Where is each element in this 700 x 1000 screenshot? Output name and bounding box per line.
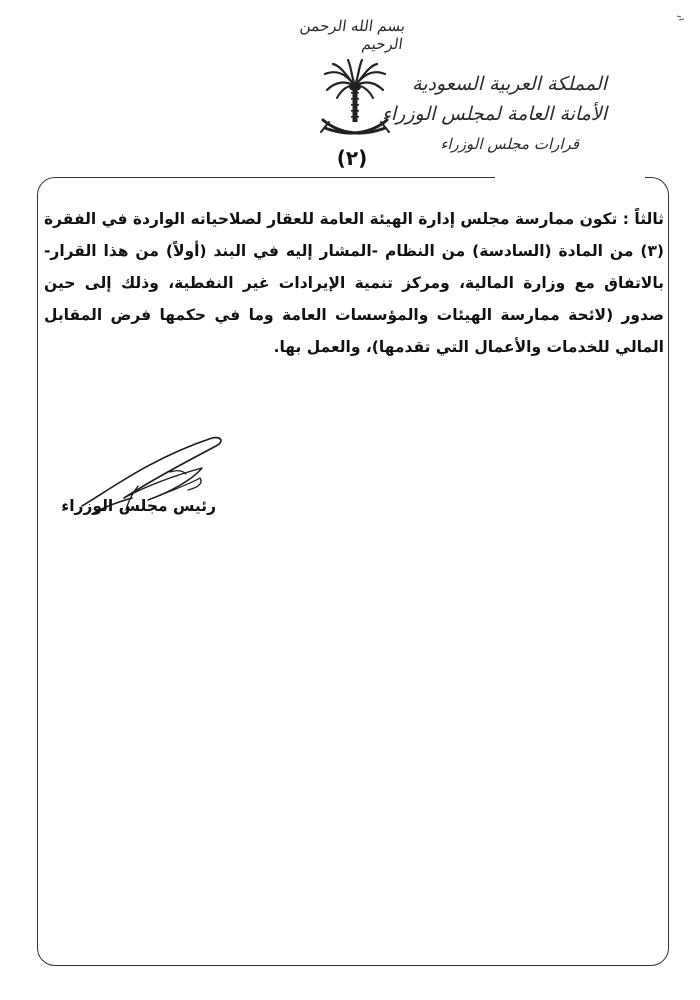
- basmala-calligraphy: بسم الله الرحمن الرحيم: [298, 17, 407, 53]
- page-number: (٢): [336, 146, 368, 170]
- decision-paragraph: [44, 203, 664, 363]
- signature-title: رئيس مجلس الوزراء: [61, 497, 216, 515]
- frame-title-gap: [495, 172, 645, 184]
- letterhead: [381, 70, 607, 156]
- clause-label: ثالثاً :: [622, 210, 664, 228]
- signature-block: [42, 428, 222, 538]
- clause-text: تكون ممارسة مجلس إدارة الهيئة العامة للعقار لصلاحياته الواردة في الفقرة (٣) من المادة (السادسة) من النظام -المشار إليه في البند (أولاً) من هذا القرار- بالاتفاق مع وزارة المالية، ومركز تنمية الإيرادات غير النفطية، وذلك إلى حين صدور (لائحة ممارسة الهيئات والمؤسسات العامة وما في حكمها فرض المقابل المالي للخدمات والأعمال التي تقدمها)، والعمل بها.: [44, 210, 664, 356]
- letterhead-decisions: قرارات مجلس الوزراء: [440, 135, 579, 153]
- letterhead-kingdom: المملكة العربية السعودية: [412, 73, 607, 95]
- corner-mark-icon: [676, 14, 686, 22]
- letterhead-secretariat: الأمانة العامة لمجلس الوزراء: [381, 103, 607, 125]
